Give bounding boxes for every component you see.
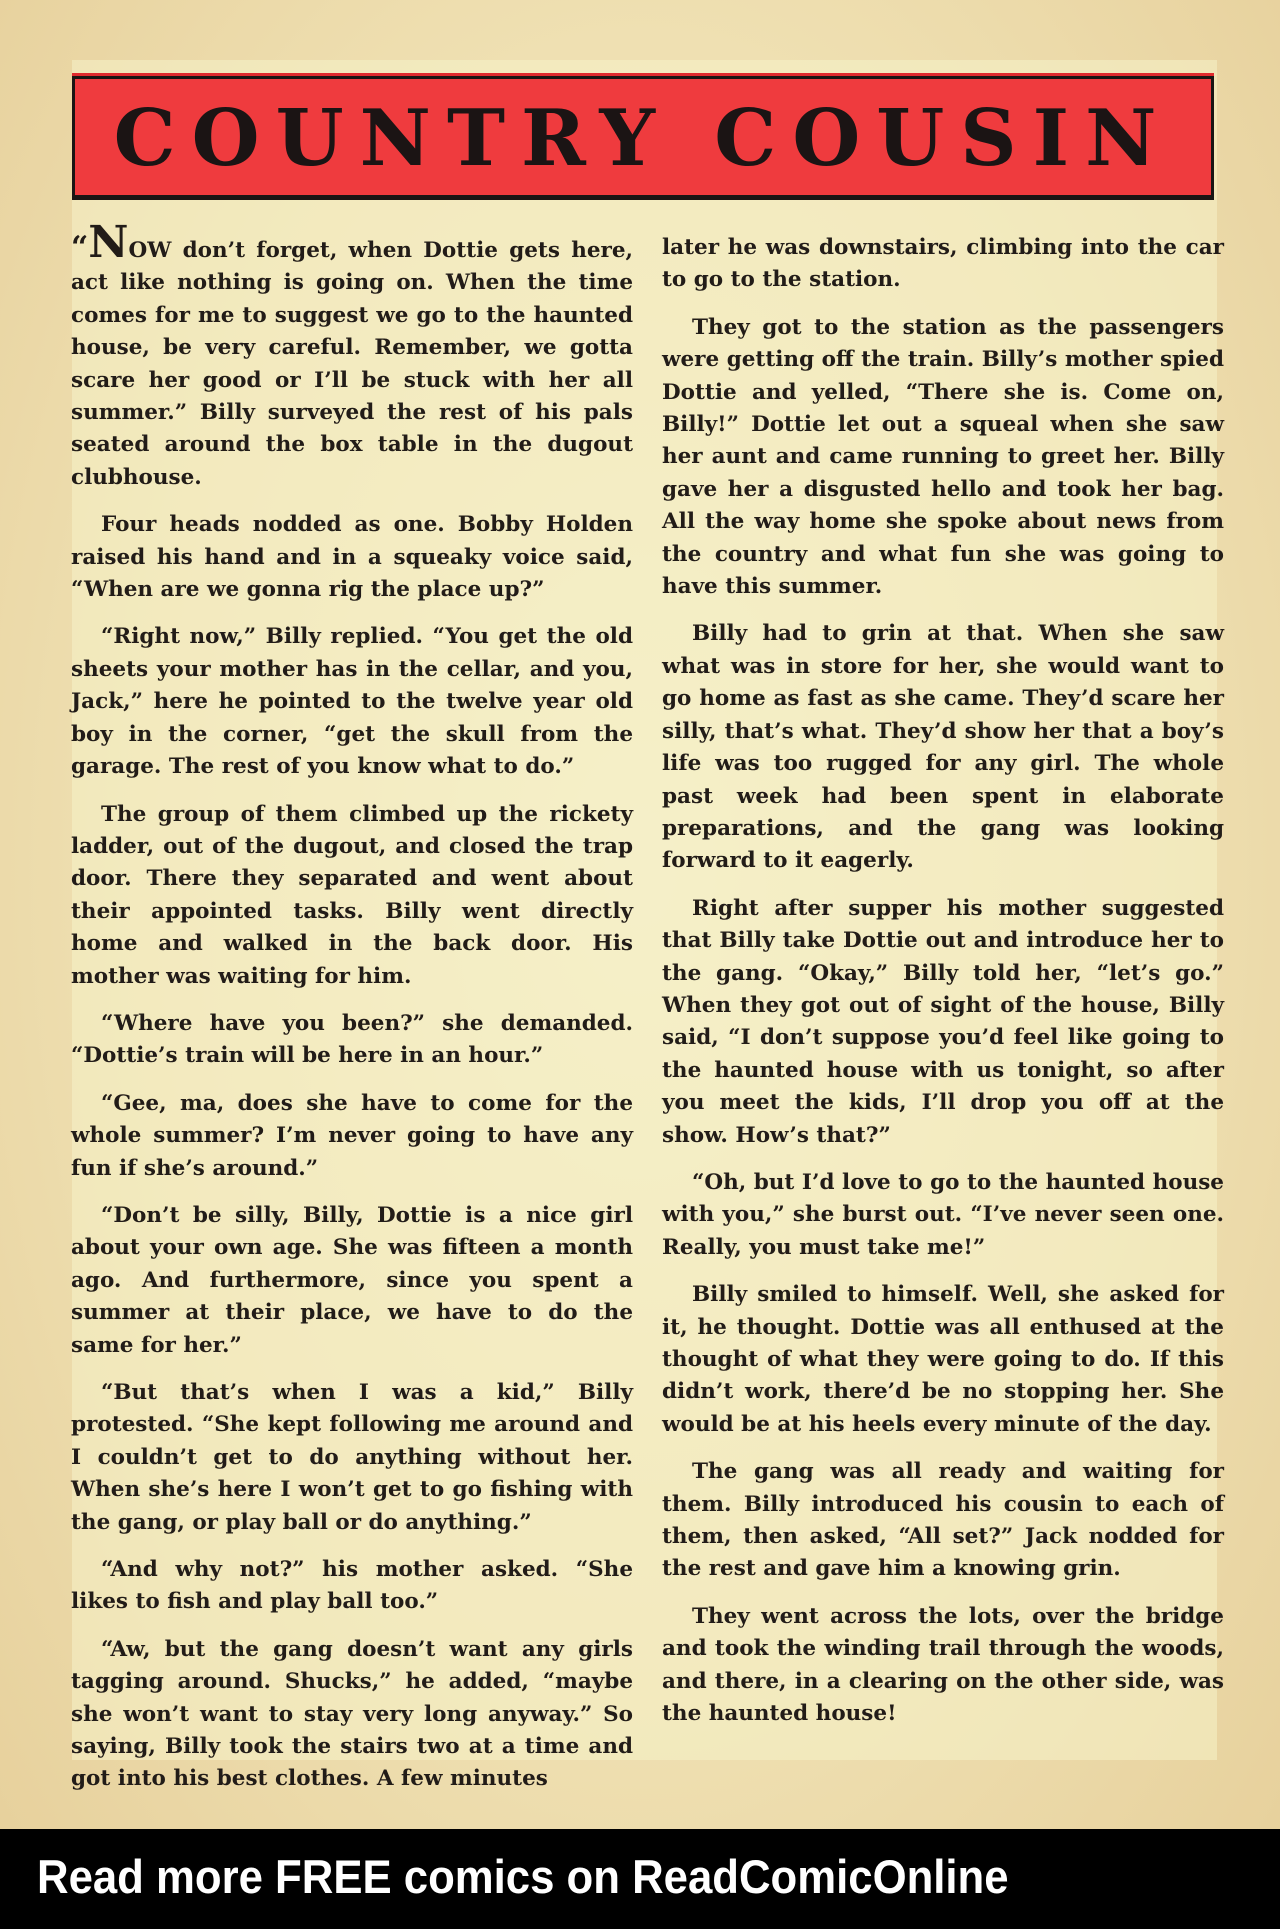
promo-footer-banner[interactable] — [0, 1829, 1280, 1929]
promo-footer-text[interactable]: Read more FREE comics on ReadComicOnline — [37, 1850, 1009, 1903]
paragraph: Billy smiled to himself. Well, she asked for it, he thought. Dottie was all enthused at the thought of what they were going to do. If this didn’t work, there’d be no stopping her. She would be at his heels every minute of the day. — [662, 1282, 1224, 1437]
drop-cap: N — [88, 217, 129, 268]
paragraph: They got to the station as the passengers were getting off the train. Billy’s mother spied Dottie and yelled, “There she is. Come on, Billy!” Dottie let out a squeal when she saw her aunt and came running to greet her. Billy gave her a disgusted hello and took her bag. All the way home she spoke about news from the country and what fun she was going to have this summer. — [662, 314, 1224, 600]
paragraph: They went across the lots, over the bridge and took the winding trail through the woods, and there, in a clearing on the other side, was the haunted house! — [662, 1603, 1224, 1727]
paragraph: “Aw, but the gang doesn’t want any girls tagging around. Shucks,” he added, “maybe she won’t want to stay very long anyway.” So saying, Billy took the stairs two at a time and got into his best clothes. A few minutes — [71, 1636, 633, 1792]
paragraph-text: OW don’t forget, when Dottie gets here, act like nothing is going on. When the time comes for me to suggest we go to the haunted house, be very careful. Remember, we gotta scare her good or I’ll be stuck with her all summer.” Billy surveyed the rest of his pals seated around the box table in the dugout clubhouse. — [71, 238, 633, 490]
paragraph: “Gee, ma, does she have to come for the whole summer? I’m never going to have any fun if she’s around.” — [71, 1090, 633, 1181]
paragraph: later he was downstairs, climbing into the car to go to the station. — [662, 235, 1224, 293]
paragraph: The group of them climbed up the rickety ladder, out of the dugout, and closed the trap door. There they separated and went about their appointed tasks. Billy went directly home and walked in the back door. His mother was waiting for him. — [71, 801, 633, 989]
paragraph: Right after supper his mother suggested that Billy take Dottie out and introduce her to the gang. “Okay,” Billy told her, “let’s go.” When they got out of sight of the house, Billy said, “I don’t suppose you’d feel like going to the haunted house with us tonight, so after you meet the kids, I’ll drop you off at the show. How’s that?” — [662, 895, 1224, 1148]
paragraph: Four heads nodded as one. Bobby Holden raised his hand and in a squeaky voice said, “When are we gonna rig the place up?” — [71, 512, 633, 603]
paragraph: “Where have you been?” she demanded. “Dottie’s train will be here in an hour.” — [71, 1010, 633, 1069]
story-title: COUNTRY COUSIN — [113, 93, 1173, 184]
paragraph: The gang was all ready and waiting for them. Billy introduced his cousin to each of them, then asked, “All set?” Jack nodded for the rest and gave him a knowing grin. — [662, 1459, 1224, 1582]
paragraph: “But that’s when I was a kid,” Billy protested. “She kept following me around and I couldn’t get to do anything without her. When she’s here I won’t get to go fishing with the gang, or play ball or do anything.” — [71, 1380, 633, 1535]
title-banner — [72, 76, 1214, 200]
paragraph: Billy had to grin at that. When she saw what was in store for her, she would want to go home as fast as she came. They’d scare her silly, that’s what. They’d show her that a boy’s life was too rugged for any girl. The whole past week had been spent in elaborate preparations, and the gang was looking forward to it eagerly. — [662, 621, 1224, 874]
paragraph — [71, 217, 633, 494]
opening-quote: “ — [71, 230, 89, 265]
text-column-left — [71, 217, 633, 1811]
paragraph: “Right now,” Billy replied. “You get the old sheets your mother has in the cellar, and you, Jack,” here he pointed to the twelve year old boy in the corner, “get the skull from the garage. The rest of you know what to do.” — [71, 624, 633, 780]
paragraph: “Oh, but I’d love to go to the haunted house with you,” she burst out. “I’ve never seen one. Really, you must take me!” — [662, 1169, 1224, 1260]
paragraph: “Don’t be silly, Billy, Dottie is a nice girl about your own age. She was fifteen a month ago. And furthermore, since you spent a summer at their place, we have to do the same for her.” — [71, 1202, 633, 1358]
text-column-right — [662, 232, 1224, 1745]
paragraph: “And why not?” his mother asked. “She likes to fish and play ball too.” — [71, 1557, 633, 1615]
